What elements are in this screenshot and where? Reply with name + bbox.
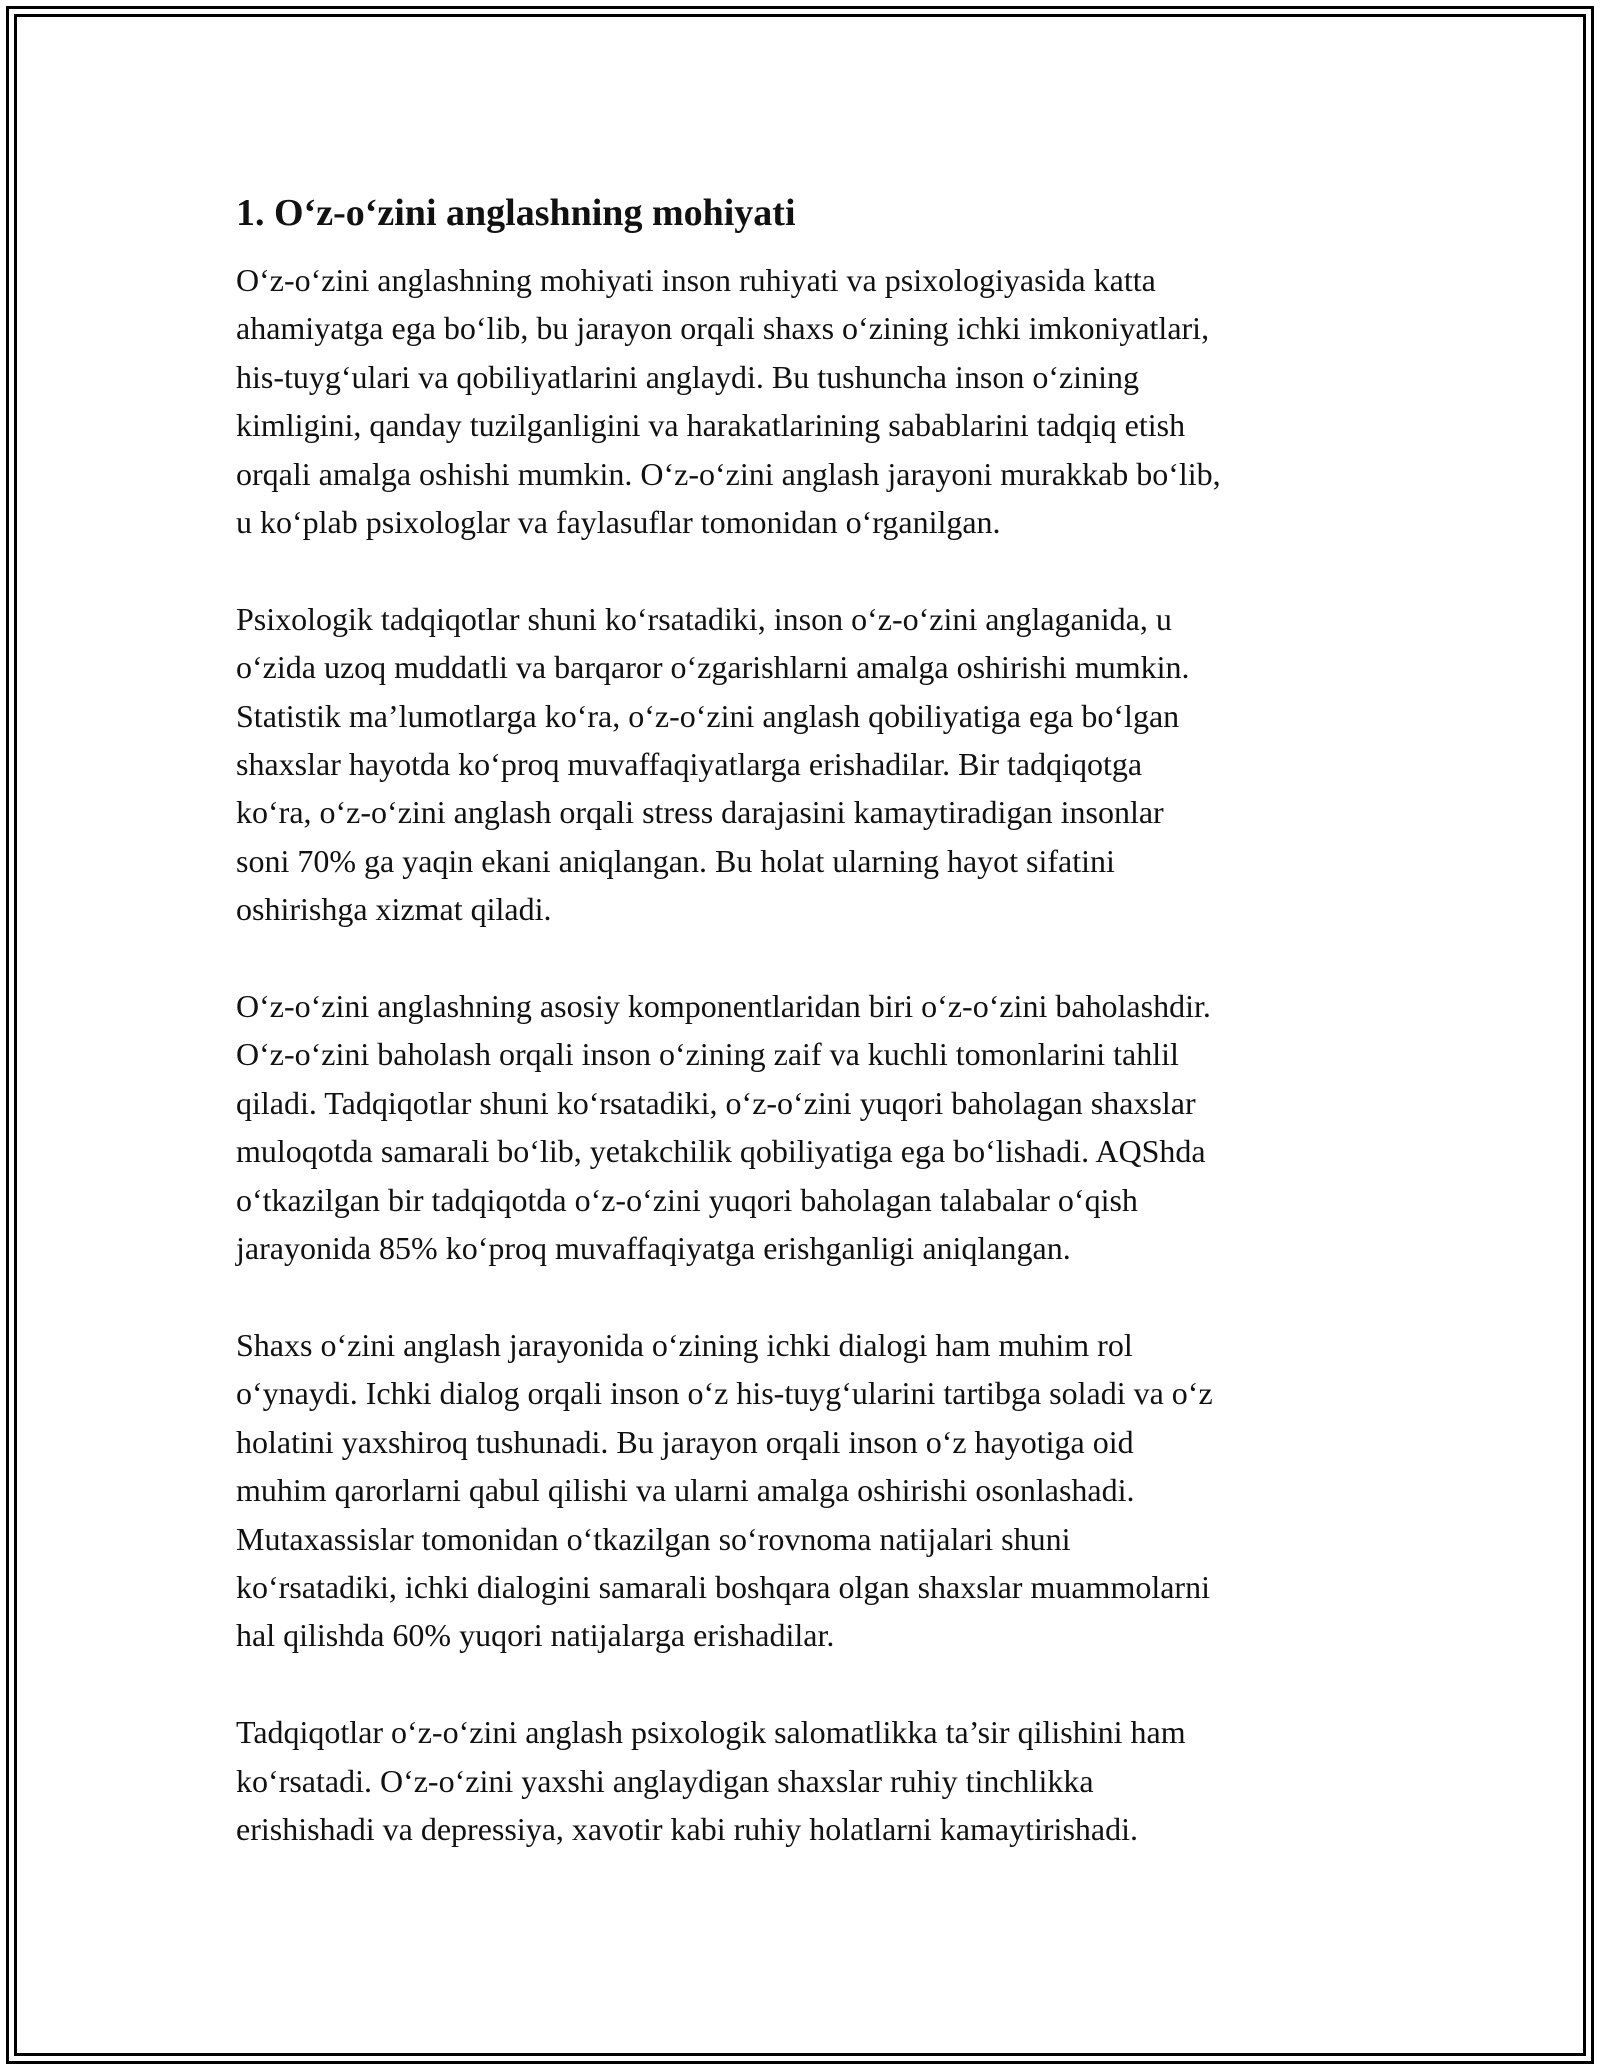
paragraph-line: o‘tkazilgan bir tadqiqotda o‘z-o‘zini yuqori baholagan talabalar o‘qish <box>236 1181 1138 1218</box>
section-title: 1. O‘z-o‘zini anglashning mohiyati <box>236 192 796 234</box>
paragraph-line: Statistik ma’lumotlarga ko‘ra, o‘z-o‘zini anglash qobiliyatiga ega bo‘lgan <box>236 697 1180 734</box>
paragraph-line: muhim qarorlarni qabul qilishi va ularni amalga oshirishi osonlashadi. <box>236 1472 1135 1509</box>
paragraph-line: ko‘rsatadiki, ichki dialogini samarali boshqara olgan shaxslar muammolarni <box>236 1568 1210 1605</box>
paragraph-line: o‘ynaydi. Ichki dialog orqali inson o‘z his-tuyg‘ularini tartibga soladi va o‘z <box>236 1375 1213 1412</box>
paragraph-line: qiladi. Tadqiqotlar shuni ko‘rsatadiki, o‘z-o‘zini yuqori baholagan shaxslar <box>236 1084 1196 1121</box>
paragraph-line: ko‘ra, o‘z-o‘zini anglash orqali stress darajasini kamaytiradigan insonlar <box>236 794 1164 831</box>
paragraph-line: muloqotda samarali bo‘lib, yetakchilik qobiliyatiga ega bo‘lishadi. AQShda <box>236 1133 1206 1170</box>
paragraph-2 <box>236 595 1366 934</box>
paragraph-line: shaxslar hayotda ko‘proq muvaffaqiyatlarga erishadilar. Bir tadqiqotga <box>236 746 1143 783</box>
paragraph-line: Tadqiqotlar o‘z-o‘zini anglash psixologik salomatlikka ta’sir qilishini ham <box>236 1714 1186 1751</box>
paragraph-3 <box>236 982 1366 1272</box>
paragraph-line: hal qilishda 60% yuqori natijalarga erishadilar. <box>236 1617 835 1654</box>
paragraph-line: O‘z-o‘zini baholash orqali inson o‘zining zaif va kuchli tomonlarini tahlil <box>236 1036 1179 1073</box>
paragraph-line: oshirishga xizmat qiladi. <box>236 891 552 928</box>
paragraph-line: kimligini, qanday tuzilganligini va harakatlarining sabablarini tadqiq etish <box>236 407 1186 444</box>
paragraph-5 <box>236 1708 1366 1853</box>
document-body <box>236 188 1366 1902</box>
paragraph-line: jarayonida 85% ko‘proq muvaffaqiyatga erishganligi aniqlangan. <box>236 1230 1071 1267</box>
paragraph-line: holatini yaxshiroq tushunadi. Bu jarayon orqali inson o‘z hayotiga oid <box>236 1423 1134 1460</box>
paragraph-line: Mutaxassislar tomonidan o‘tkazilgan so‘rovnoma natijalari shuni <box>236 1520 1071 1557</box>
paragraph-line: o‘zida uzoq muddatli va barqaror o‘zgarishlarni amalga oshirishi mumkin. <box>236 649 1190 686</box>
paragraph-line: O‘z-o‘zini anglashning asosiy komponentlaridan biri o‘z-o‘zini baholashdir. <box>236 988 1211 1025</box>
paragraph-line: Psixologik tadqiqotlar shuni ko‘rsatadiki, inson o‘z-o‘zini anglaganida, u <box>236 600 1172 637</box>
paragraph-line: ko‘rsatadi. O‘z-o‘zini yaxshi anglaydigan shaxslar ruhiy tinchlikka <box>236 1762 1094 1799</box>
paragraph-4 <box>236 1321 1366 1660</box>
paragraph-line: u ko‘plab psixologlar va faylasuflar tomonidan o‘rganilgan. <box>236 504 1001 541</box>
paragraph-line: ahamiyatga ega bo‘lib, bu jarayon orqali shaxs o‘zining ichki imkoniyatlari, <box>236 310 1210 347</box>
paragraph-line: orqali amalga oshishi mumkin. O‘z-o‘zini anglash jarayoni murakkab bo‘lib, <box>236 455 1221 492</box>
paragraph-list <box>236 256 1366 1853</box>
paragraph-line: erishishadi va depressiya, xavotir kabi ruhiy holatlarni kamaytirishadi. <box>236 1810 1138 1847</box>
paragraph-line: soni 70% ga yaqin ekani aniqlangan. Bu holat ularning hayot sifatini <box>236 842 1115 879</box>
paragraph-line: his-tuyg‘ulari va qobiliyatlarini anglaydi. Bu tushuncha inson o‘zining <box>236 358 1139 395</box>
paragraph-line: O‘z-o‘zini anglashning mohiyati inson ruhiyati va psixologiyasida katta <box>236 262 1156 298</box>
paragraph-1 <box>236 256 1366 546</box>
paragraph-line: Shaxs o‘zini anglash jarayonida o‘zining ichki dialogi ham muhim rol <box>236 1326 1133 1363</box>
